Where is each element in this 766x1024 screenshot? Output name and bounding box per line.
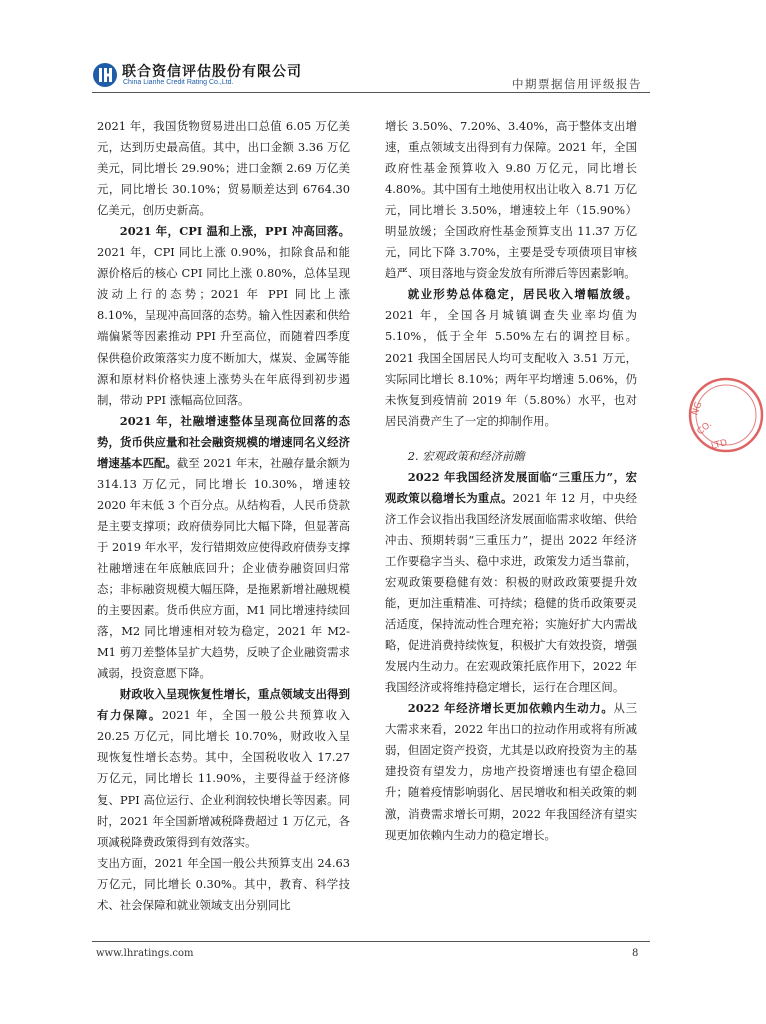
right-column [385, 116, 637, 846]
paragraph [97, 221, 350, 410]
continued-paragraph [385, 116, 637, 284]
report-title: 中期票据信用评级报告 [512, 77, 642, 91]
paragraph-text: 2021 年，全国一般公共预算收入 20.25 万亿元，同比增长 10.70%，财政收入呈现恢复性增长态势。其中，全国税收收入 17.27 万亿元，同比增长 11.90%，主要得益于经济修复、PPI 高位运行、企业利润较快增长等因素。同时，2021 年全国新增减税降费超过 1 万亿元，各项减税降费政策得到有效落实。 [97, 708, 350, 849]
header-divider [92, 92, 650, 93]
paragraph [385, 467, 637, 699]
svg-text:NG: NG [690, 400, 705, 417]
paragraph-text: 从三大需求来看，2022 年出口的拉动作用或将有所减弱，但固定资产投资，尤其是以政府投资为主的基建投资有望发力，房地产投资增速也有望企稳回升；随着疫情影响弱化、居民增收和相关政策的刺激，消费需求增长可期，2022 年我国经济有望实现更加依赖内生动力的稳定增长。 [385, 701, 637, 842]
paragraph-text: 2021 年，全国各月城镇调查失业率均值为 5.10%，低于全年 5.50%左右的调控目标。2021 我国全国居民人均可支配收入 3.51 万元，实际同比增长 8.10%；两年平均增速 5.06%，仍未恢复到疫情前 2019 年（5.80%）水平，也对居民消费产生了一定的抑制作用。 [385, 308, 637, 428]
paragraph [97, 411, 350, 685]
section-heading-text: 2. 宏观政策和经济前瞻 [407, 448, 525, 463]
continued-paragraph [97, 853, 350, 916]
paragraph-lead: 2022 年经济增长更加依赖内生动力。 [407, 701, 614, 716]
seal-stamp-icon [686, 375, 766, 455]
paragraph-lead: 2021 年，CPI 温和上涨，PPI 冲高回落。 [119, 224, 350, 239]
svg-text:CO.: CO. [695, 419, 715, 438]
paragraph [385, 284, 637, 431]
section-heading [385, 446, 637, 467]
paragraph-text: 增长 3.50%、7.20%、3.40%，高于整体支出增速，重点领域支出得到有力保障。2021 年，全国政府性基金预算收入 9.80 万亿元，同比增长 4.80%。其中国有土地使用权出让收入 8.71 万亿元，同比增长 3.50%，增速较上年（15.90%）明显放缓；全国政府性基金预算支出 11.37 万亿元，同比下降 3.70%，主要是受专项债项目审核趋严、项目落地与资金发放有所滞后等因素影响。 [385, 119, 637, 281]
page-header [92, 46, 652, 98]
paragraph [385, 698, 637, 845]
company-logo-icon [92, 62, 118, 88]
footer-divider [92, 941, 650, 942]
paragraph-text: 截至 2021 年末，社融存量余额为 314.13 万亿元，同比增长 10.30%，增速较 2020 年末低 3 个百分点。从结构看，人民币贷款是主要支撑项；政府债券同比大幅下降，但显著高于 2019 年水平，发行错期效应使得政府债券支撑社融增速在年底触底回升；企业债券融资回归常态；非标融资规模大幅压降，是拖累新增社融规模的主要因素。货币供应方面，M1 同比增速持续回落，M2 同比增速相对较为稳定，2021 年 M2-M1 剪刀差整体呈扩大趋势，反映了企业融资需求减弱，投资意愿下降。 [97, 455, 350, 681]
paragraph-text: 2021 年，CPI 同比上涨 0.90%，扣除食品和能源价格后的核心 CPI 同比上涨 0.80%，总体呈现波动上行的态势；2021 年 PPI 同比上涨 8.10%，呈现冲高回落的态势。输入性因素和供给端偏紧等因素推动 PPI 升至高位，而随着四季度保供稳价政策落实力度不断加大，煤炭、金属等能源和原材料价格快速上涨势头在年底得到初步遏制，带动 PPI 涨幅高位回落。 [97, 245, 350, 407]
paragraph-lead: 2021 年，社融增速整体呈现高位回落的态势，货币供应量和社会融资规模的增速同名义经济增速基本匹配。 [97, 413, 350, 470]
paragraph-text: 支出方面，2021 年全国一般公共预算支出 24.63 万亿元，同比增长 0.30%。其中，教育、科学技术、社会保障和就业领域支出分别同比 [97, 855, 350, 912]
paragraph-text: 2021 年 12 月，中央经济工作会议指出我国经济发展面临需求收缩、供给冲击、预期转弱“三重压力”，提出 2022 年经济工作要稳字当头、稳中求进，政策发力适当靠前，宏观政策要稳健有效：积极的财政政策要提升效能，更加注重精准、可持续；稳健的货币政策要灵活适度，保持流动性合理充裕；实施好扩大内需战略，促进消费持续恢复，积极扩大有效投资，增强发展内生动力。在宏观政策托底作用下，2022 年我国经济或将维持稳定增长，运行在合理区间。 [385, 490, 637, 695]
paragraph-lead: 财政收入呈现恢复性增长，重点领域支出得到有力保障。 [97, 687, 350, 723]
footer-website: www.lhratings.com [96, 948, 194, 959]
svg-text:LTD: LTD [710, 438, 729, 452]
company-name-cn: 联合资信评估股份有限公司 [122, 64, 302, 80]
continued-paragraph [97, 116, 350, 221]
paragraph-text: 2021 年，我国货物贸易进出口总值 6.05 万亿美元，达到历史最高值。其中，出口金额 3.36 万亿美元，同比增长 29.90%；进口金额 2.69 万亿美元，同比增长 30.10%；贸易顺差达到 6764.30 亿美元，创历史新高。 [97, 119, 350, 218]
paragraph-lead: 就业形势总体稳定，居民收入增幅放缓。 [407, 287, 637, 302]
paragraph-lead: 2022 年我国经济发展面临“三重压力”，宏观政策以稳增长为重点。 [385, 469, 637, 505]
paragraph [97, 684, 350, 852]
page-number: 8 [632, 948, 639, 959]
company-name-en: China Lianhe Credit Rating Co.,Ltd. [123, 79, 234, 86]
left-column [97, 116, 350, 916]
